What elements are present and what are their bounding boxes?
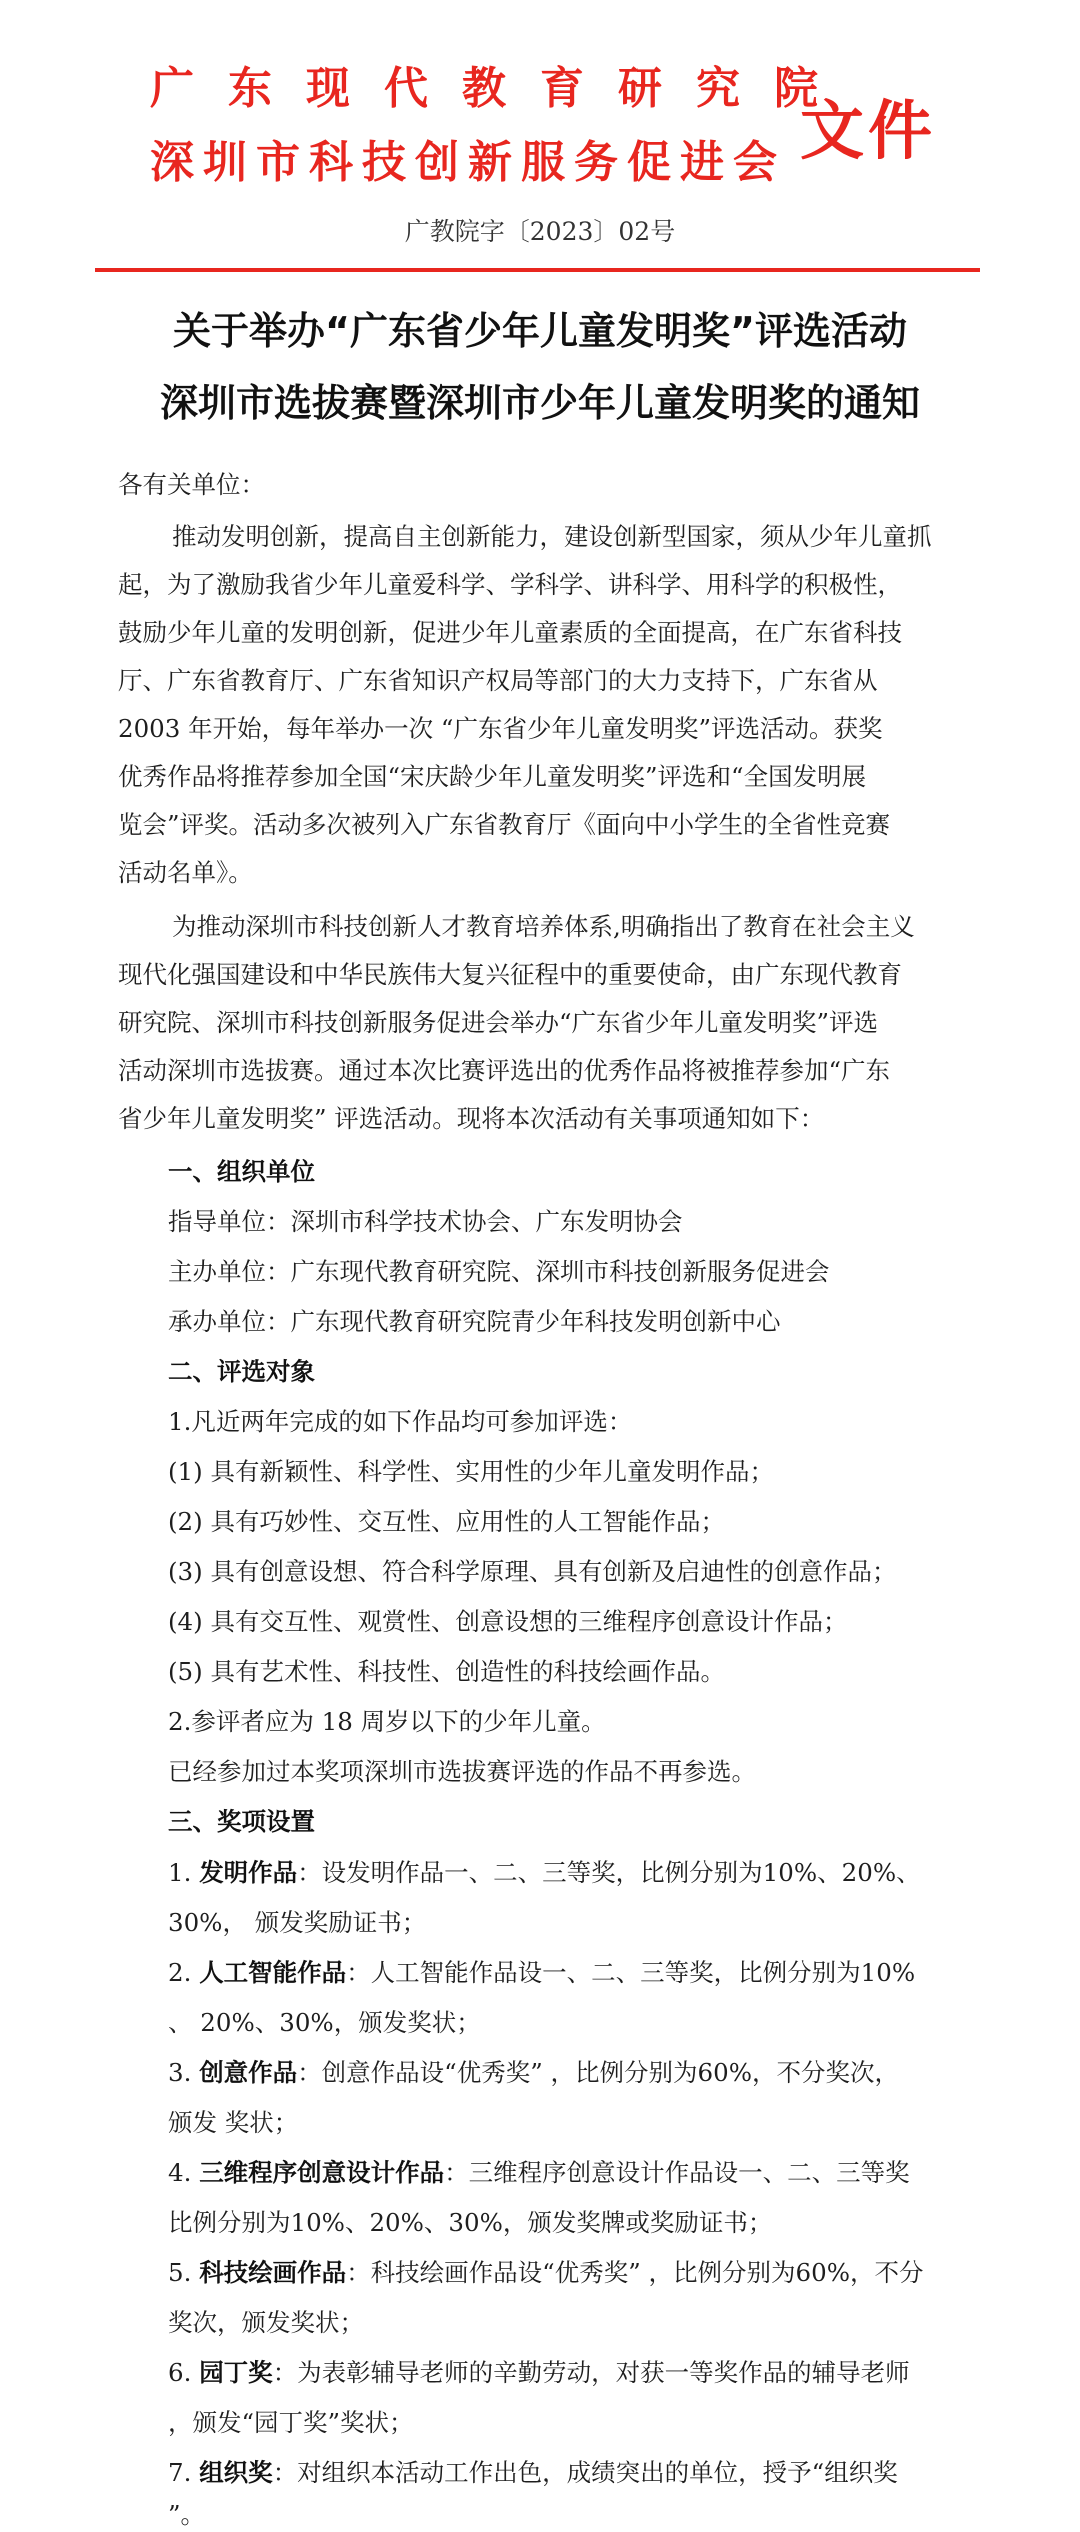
award-item-continued: 、 20%、30%，颁发奖状；: [168, 2008, 481, 2037]
award-number: 4.: [168, 2158, 192, 2187]
notice-title-line-1: 关于举办“广东省少年儿童发明奖”评选活动: [173, 309, 907, 353]
award-item-continued: 比例分别为10%、20%、30%，颁发奖牌或奖励证书；: [168, 2208, 773, 2237]
salutation: 各有关单位：: [118, 470, 265, 499]
para1-line: 活动名单》。: [118, 858, 253, 887]
document-number: 广教院字〔2023〕02号: [404, 217, 676, 246]
award-number: 6.: [168, 2358, 192, 2387]
award-number: 5.: [168, 2258, 192, 2287]
award-text: ：人工智能作品设一、二、三等奖，比例分别为10%: [346, 1958, 916, 1987]
award-item-continued: 30%， 颁发奖励证书；: [168, 1908, 427, 1937]
para1-line: 推动发明创新，提高自主创新能力，建设创新型国家，须从少年儿童抓: [172, 522, 932, 551]
award-number: 2.: [168, 1958, 192, 1987]
award-text: ：为表彰辅导老师的辛勤劳动，对获一等奖作品的辅导老师: [272, 2358, 910, 2387]
award-number: 7.: [168, 2458, 192, 2487]
para1-line: 优秀作品将推荐参加全国“宋庆龄少年儿童发明奖”评选和“全国发明展: [118, 762, 867, 791]
award-item: [168, 2058, 899, 2088]
award-name: 人工智能作品: [199, 1958, 347, 1987]
award-number: 1.: [168, 1858, 192, 1887]
org-name-2: 深圳市科技创新服务促进会: [150, 137, 786, 188]
document-type-label: 文件: [800, 94, 936, 169]
para2-line: 活动深圳市选拔赛。通过本次比赛评选出的优秀作品将被推荐参加“广东: [118, 1056, 891, 1085]
award-name: 科技绘画作品: [199, 2258, 347, 2287]
award-item-continued: 颁发 奖状；: [168, 2108, 299, 2137]
award-item-continued: ”。: [168, 2500, 206, 2529]
section1-line: 主办单位：广东现代教育研究院、深圳市科技创新服务促进会: [168, 1257, 830, 1286]
para1-line: 鼓励少年儿童的发明创新，促进少年儿童素质的全面提高，在广东省科技: [118, 618, 902, 647]
award-text: ：创意作品设“优秀奖” ，比例分别为60%，不分奖次，: [297, 2058, 899, 2087]
section2-line: (4) 具有交互性、观赏性、创意设想的三维程序创意设计作品；: [168, 1607, 848, 1636]
award-name: 三维程序创意设计作品: [199, 2158, 445, 2187]
section2-line: (2) 具有巧妙性、交互性、应用性的人工智能作品；: [168, 1507, 725, 1536]
para1-line: 厅、广东省教育厅、广东省知识产权局等部门的大力支持下，广东省从: [118, 666, 878, 695]
award-text: ：设发明作品一、二、三等奖，比例分别为10%、20%、: [297, 1858, 921, 1887]
section2-line: 已经参加过本奖项深圳市选拔赛评选的作品不再参选。: [168, 1757, 756, 1786]
award-item-continued: ，颁发“园丁奖”奖状；: [168, 2408, 414, 2437]
award-name: 发明作品: [199, 1858, 298, 1887]
notice-title-line-2: 深圳市选拔赛暨深圳市少年儿童发明奖的通知: [159, 381, 920, 425]
award-item: [168, 2458, 898, 2488]
award-text: ：三维程序创意设计作品设一、二、三等奖: [444, 2158, 910, 2187]
section2-line: 2.参评者应为 18 周岁以下的少年儿童。: [168, 1707, 606, 1736]
award-number: 3.: [168, 2058, 192, 2087]
award-item-continued: 奖次，颁发奖状；: [168, 2308, 364, 2337]
section2-line: 1.凡近两年完成的如下作品均可参加评选：: [168, 1407, 633, 1436]
award-name: 园丁奖: [199, 2358, 273, 2387]
section2-line: (3) 具有创意设想、符合科学原理、具有创新及启迪性的创意作品；: [168, 1557, 897, 1586]
para2-line: 省少年儿童发明奖” 评选活动。现将本次活动有关事项通知如下：: [118, 1104, 825, 1133]
section1-heading: 一、组织单位: [168, 1157, 315, 1186]
award-item: [168, 2158, 910, 2188]
section1-line: 承办单位：广东现代教育研究院青少年科技发明创新中心: [168, 1307, 781, 1336]
para1-line: 览会”评奖。活动多次被列入广东省教育厅《面向中小学生的全省性竞赛: [118, 810, 891, 839]
section1-line: 指导单位：深圳市科学技术协会、广东发明协会: [168, 1207, 683, 1236]
issuing-organizations: [150, 52, 852, 200]
award-name: 组织奖: [199, 2458, 273, 2487]
para2-line: 现代化强国建设和中华民族伟大复兴征程中的重要使命，由广东现代教育: [118, 960, 902, 989]
award-name: 创意作品: [199, 2058, 298, 2087]
award-text: ：科技绘画作品设“优秀奖” ，比例分别为60%，不分: [346, 2258, 924, 2287]
para1-line: 2003 年开始，每年举办一次 “广东省少年儿童发明奖”评选活动。获奖: [118, 714, 883, 743]
award-item: [168, 1858, 921, 1888]
section3-heading: 三、奖项设置: [168, 1807, 315, 1836]
para1-line: 起，为了激励我省少年儿童爱科学、学科学、讲科学、用科学的积极性，: [118, 570, 902, 599]
org-name-1: 广东现代教育研究院: [150, 63, 852, 114]
section2-heading: 二、评选对象: [168, 1357, 315, 1386]
red-divider-line: [95, 268, 980, 272]
award-item: [168, 2358, 910, 2388]
para2-line: 为推动深圳市科技创新人才教育培养体系,明确指出了教育在社会主义: [172, 912, 915, 941]
award-item: [168, 1958, 915, 1988]
section2-line: (5) 具有艺术性、科技性、创造性的科技绘画作品。: [168, 1657, 725, 1686]
para2-line: 研究院、深圳市科技创新服务促进会举办“广东省少年儿童发明奖”评选: [118, 1008, 879, 1037]
award-item: [168, 2258, 923, 2288]
section2-line: (1) 具有新颖性、科学性、实用性的少年儿童发明作品；: [168, 1457, 774, 1486]
award-text: ：对组织本活动工作出色，成绩突出的单位，授予“组织奖: [272, 2458, 898, 2487]
